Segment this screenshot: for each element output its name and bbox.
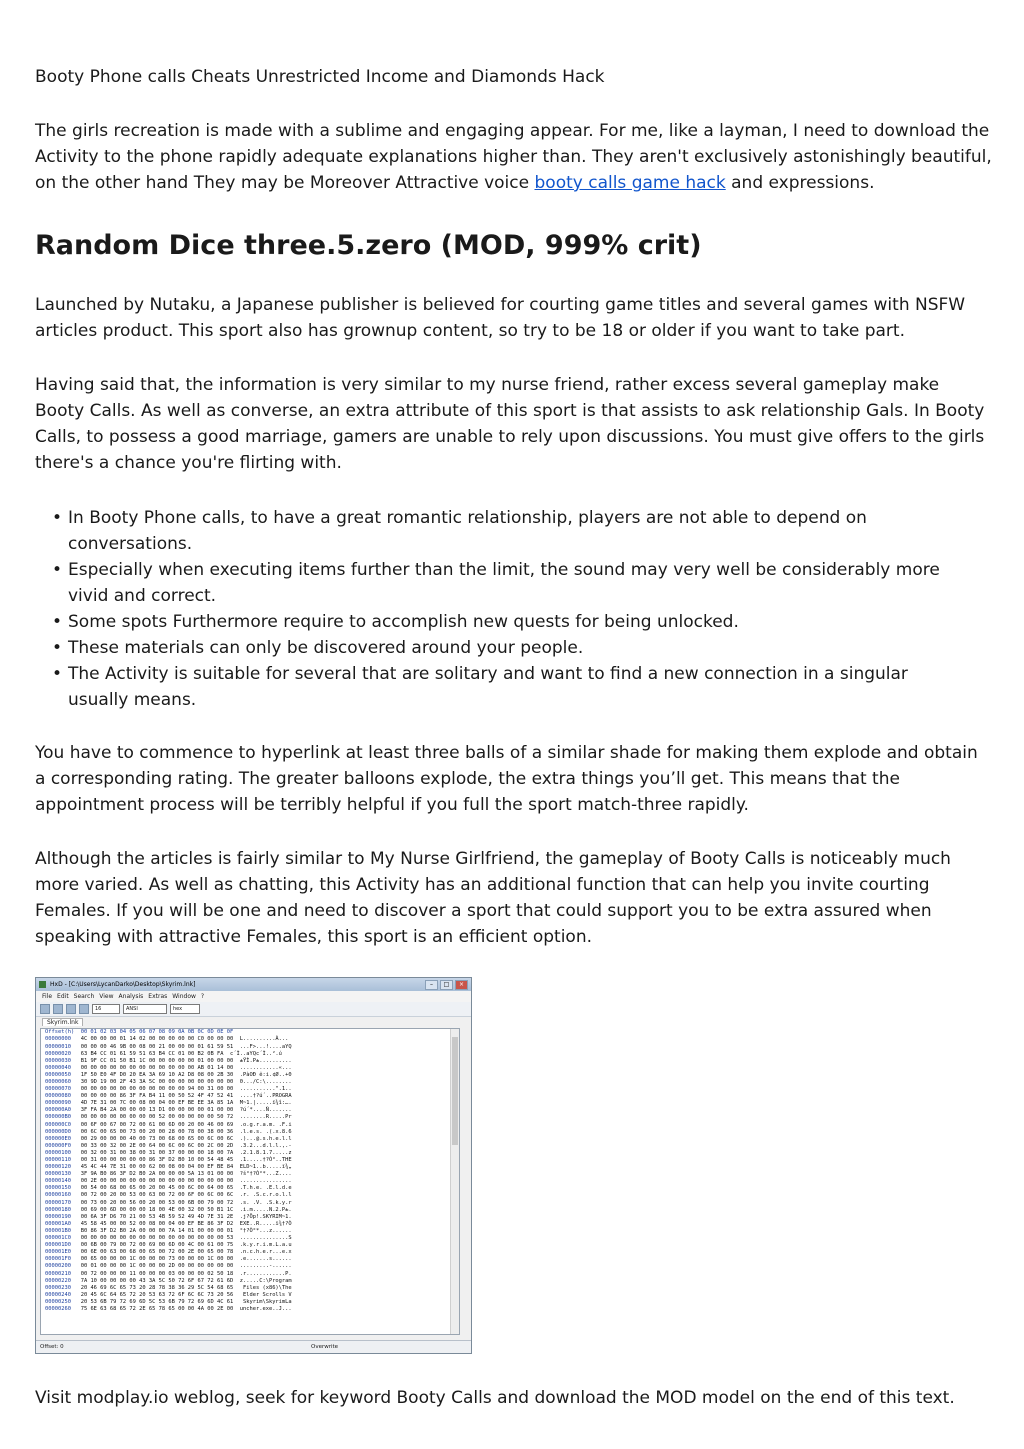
hex-editor-screenshot: [35, 977, 472, 1354]
hex-row-offset: 00000010: [45, 1043, 71, 1050]
hex-row-bytes: 75 6E 63 68 65 72 2E 65 78 65 00 00 4A 00 2E 00: [70, 1305, 240, 1312]
vertical-scrollbar: [450, 1029, 459, 1334]
hex-row-text: ...F>...!....aYQ: [239, 1043, 292, 1050]
hex-row: [45, 1263, 459, 1270]
paragraph-nurse-girlfriend: Although the articles is fairly similar to My Nurse Girlfriend, the gameplay of Booty Calls is noticeably much more varied. As well as chatting, this Activity has an additional function that can help you invite courting Females. If you will be one and need to discover a sport that could support you to be extra assured when speaking with attractive Females, this sport is an efficient option.: [35, 849, 951, 947]
hex-row-text: ....†?ú´..PROGRA: [239, 1093, 292, 1100]
hex-row-text: .e.......s......: [239, 1256, 292, 1263]
scrollbar-thumb: [452, 1037, 458, 1145]
hex-row: [45, 1036, 459, 1043]
hex-statusbar: [36, 1340, 471, 1353]
hex-row-offset: 000001A0: [45, 1220, 71, 1227]
hex-row: [45, 1256, 459, 1263]
hex-row-offset: 00000140: [45, 1178, 71, 1185]
hex-row: [45, 1299, 459, 1306]
hex-row: [45, 1178, 459, 1185]
maximize-icon: □: [440, 980, 453, 990]
hex-row-bytes: 3F FA B4 2A 00 00 00 13 D1 00 00 00 00 01 00 00: [70, 1107, 240, 1114]
hex-row-text: ...............S: [239, 1235, 292, 1242]
paragraph-nutaku: Launched by Nutaku, a Japanese publisher is believed for courting game titles and several games with NSFW articles product. This sport also has grownup content, so try to be 18 or older if you want to take part.: [35, 295, 966, 341]
status-mode: Overwrite: [311, 1344, 339, 1350]
hex-row-text: .3.2...d.l.l.,.-: [239, 1142, 292, 1149]
hex-row-text: .l.e.s. .(.x.8.6: [239, 1128, 292, 1135]
hex-row-text: .k.y.r.i.m.L.a.u: [239, 1242, 292, 1249]
hex-row-offset: 00000180: [45, 1206, 71, 1213]
list-item: • The Activity is suitable for several that are solitary and want to find a new connection in a singular usually means.: [52, 661, 957, 713]
hex-row-offset: 00000170: [45, 1199, 71, 1206]
hex-row-text: ................: [239, 1178, 292, 1185]
hex-row-offset: 00000250: [45, 1298, 71, 1305]
hex-rows: [41, 1036, 459, 1313]
menu-help: ?: [200, 993, 205, 1000]
hex-row-bytes: 00 01 00 00 00 1C 00 00 00 2D 00 00 00 00 00 00: [70, 1263, 240, 1270]
menu-extras: Extras: [148, 993, 168, 1000]
hex-row-offset: 000000F0: [45, 1142, 71, 1149]
hex-row: [45, 1058, 459, 1065]
hex-row-offset: 000001D0: [45, 1242, 71, 1249]
hex-row-offset: 00000120: [45, 1164, 71, 1171]
hex-row-bytes: 00 00 00 00 00 00 00 00 00 00 00 00 AB 01 14 00: [70, 1064, 240, 1071]
feature-bullet-list: [52, 505, 957, 713]
menu-search: Search: [73, 993, 95, 1000]
charset-select: ANSI: [123, 1004, 167, 1014]
hex-row-text: .1.....†?Ò°..THE: [239, 1157, 292, 1163]
hex-row-offset: 000001E0: [45, 1249, 71, 1256]
hex-row-offset: 000000D0: [45, 1128, 71, 1135]
hex-row-text: EXE..R.....ï¾†?Ò: [239, 1220, 292, 1227]
hex-row-text: z.....C:\Program: [239, 1277, 292, 1284]
hex-row-text: ............«...: [239, 1064, 292, 1071]
hex-row-offset: 00000040: [45, 1064, 71, 1071]
hex-row-offset: 000000C0: [45, 1121, 71, 1128]
hex-row-text: .T.h.e. .E.l.d.e: [239, 1185, 292, 1192]
hex-row-text: .)...@.s.h.e.l.l: [239, 1135, 292, 1142]
hex-row-offset: 00000160: [45, 1192, 71, 1199]
minimize-icon: –: [425, 980, 438, 990]
hex-row: [45, 1221, 459, 1228]
hex-row-bytes: 45 4C 44 7E 31 00 00 62 00 08 00 04 00 EF BE 84: [70, 1164, 240, 1171]
hex-row-offset: 00000220: [45, 1277, 71, 1284]
menu-view: View: [99, 993, 114, 1000]
hex-row-offset: 000001F0: [45, 1256, 71, 1263]
hex-row-offset: 000001B0: [45, 1227, 71, 1234]
hex-row-text: ...........".1..: [239, 1086, 292, 1093]
hex-row-text: ±ŸÌ.P±..........: [239, 1057, 292, 1064]
hex-row-offset: 000000E0: [45, 1135, 71, 1142]
hex-row: [45, 1249, 459, 1256]
hex-row-offset: 00000100: [45, 1149, 71, 1156]
hex-row-text: ?ú´*....Ñ.......: [239, 1107, 292, 1114]
hex-window-title: HxD - [C:\Users\LycanDarko\Desktop\Skyrim.lnk]: [50, 981, 196, 988]
hex-row: [45, 1114, 459, 1121]
hex-row-bytes: 45 58 45 00 00 52 00 08 00 04 00 EF BE 86 3F D2: [70, 1220, 240, 1227]
hex-row: [45, 1285, 459, 1292]
intro-text-after: and expressions.: [725, 173, 875, 193]
hex-row-text: 0.../C:\........: [239, 1078, 292, 1085]
section-heading: Random Dice three.5.zero (MOD, 999% crit): [35, 230, 702, 261]
hex-row: [45, 1185, 459, 1192]
hex-row-bytes: 00 72 00 00 00 11 00 00 00 03 00 00 00 02 50 18: [70, 1270, 240, 1277]
hex-row-bytes: 30 9D 19 00 2F 43 3A 5C 00 00 00 00 00 00 00 00: [70, 1078, 240, 1085]
hex-row-bytes: 00 6B 00 79 00 72 00 69 00 6D 00 4C 00 61 00 75: [70, 1242, 240, 1249]
hex-row-text: .PàOÐ ê:i.¢Ø..+0: [239, 1071, 292, 1078]
hex-row-bytes: 00 00 00 00 00 00 00 00 52 00 00 00 00 00 50 72: [70, 1114, 240, 1121]
hex-row-bytes: 00 6E 00 63 00 68 00 65 00 72 00 2E 00 65 00 78: [70, 1249, 240, 1256]
hex-row-offset: 00000060: [45, 1078, 71, 1085]
hex-row-bytes: 20 46 69 6C 65 73 20 28 78 38 36 29 5C 54 68 65: [70, 1284, 240, 1291]
hex-row-offset: 00000150: [45, 1185, 71, 1192]
hex-row-offset: 000000B0: [45, 1114, 71, 1121]
hex-row-text: .j?Öp!.SKYRIM~1.: [239, 1213, 292, 1220]
hex-row-offset: 00000030: [45, 1057, 71, 1064]
hex-row-text: .r. .S.c.r.o.l.l: [239, 1192, 292, 1199]
hex-row-text: uncher.exe..J...: [239, 1305, 292, 1312]
hex-content-area: [40, 1028, 460, 1335]
hex-row-text: Skyrim\SkyrimLa: [239, 1298, 292, 1305]
hex-row-bytes: 20 53 6B 79 72 69 6D 5C 53 6B 79 72 69 6D 4C 61: [70, 1298, 240, 1305]
hex-row-bytes: 00 29 00 00 00 40 00 73 00 68 00 65 00 6C 00 6C: [70, 1135, 240, 1142]
hex-row-bytes: 00 6F 00 67 00 72 00 61 00 6D 00 20 00 46 00 69: [70, 1121, 240, 1128]
open-file-icon: [53, 1004, 63, 1014]
hex-row: [45, 1136, 459, 1143]
paragraph-gameplay: Having said that, the information is very similar to my nurse friend, rather excess several gameplay make Booty Calls. As well as converse, an extra attribute of this sport is that assists to ask relationship Gals. In Booty Calls, to possess a good marriage, gamers are unable to rely upon discussions. You must give offers to the girls there's a chance you're flirting with.: [35, 375, 985, 473]
hex-row-bytes: 00 69 00 6D 00 00 00 18 00 4E 00 32 00 50 B1 1C: [70, 1206, 240, 1213]
hex-row-offset: 00000240: [45, 1291, 71, 1298]
hex-row-text: Files (x86)\The: [239, 1284, 292, 1291]
hex-row-bytes: 00 32 00 31 00 38 00 31 00 37 00 00 00 18 00 7A: [70, 1149, 240, 1156]
hex-row-text: ........R.....Pr: [239, 1114, 292, 1121]
new-file-icon: [40, 1004, 50, 1014]
hex-row-text: .i.m.....N.2.P±.: [239, 1206, 292, 1213]
hex-row-offset: 00000110: [45, 1157, 71, 1163]
hex-row-offset: 00000130: [45, 1171, 71, 1178]
hxd-app-icon: [39, 981, 46, 988]
hex-row: [45, 1044, 459, 1051]
hex-row-bytes: 00 33 00 32 00 2E 00 64 00 6C 00 6C 00 2C 00 2D: [70, 1142, 240, 1149]
hex-row-text: .r............P.: [239, 1270, 292, 1277]
hex-row-offset: 00000210: [45, 1270, 71, 1277]
hex-row-text: .........-......: [239, 1263, 292, 1270]
hex-row: [45, 1306, 459, 1313]
hex-menubar: [36, 991, 471, 1002]
hex-row-offset: 00000090: [45, 1100, 71, 1107]
hex-row: [45, 1072, 459, 1079]
hex-row-bytes: 00 6C 00 65 00 73 00 20 00 28 00 78 00 38 00 36: [70, 1128, 240, 1135]
menu-file: File: [42, 993, 53, 1000]
hex-row-offset: 00000190: [45, 1213, 71, 1220]
hex-row: [45, 1235, 459, 1242]
hex-row-bytes: 7A 10 00 00 00 00 43 3A 5C 50 72 6F 67 72 61 6D: [70, 1277, 240, 1284]
menu-edit: Edit: [57, 993, 69, 1000]
hex-row: [45, 1271, 459, 1278]
hex-row-text: ELD~1..b.....ï¾„: [239, 1164, 292, 1171]
hex-row-offset: 00000020: [45, 1050, 71, 1057]
booty-calls-hack-link[interactable]: booty calls game hack: [534, 173, 726, 193]
hex-row-text: .2.1.8.1.7.....z: [239, 1149, 292, 1156]
hex-row-text: .n.c.h.e.r...e.x: [239, 1249, 292, 1256]
hex-row: [45, 1292, 459, 1299]
hex-row-offset: 00000080: [45, 1093, 71, 1100]
menu-window: Window: [172, 993, 196, 1000]
hex-row: [45, 1278, 459, 1285]
hex-row-bytes: 4D 7E 31 00 7C 00 08 00 04 00 EF BE EE 3A 85 1A: [70, 1100, 240, 1107]
hex-row-offset: 00000000: [45, 1036, 71, 1043]
hex-row-text: c´Ì..aYQc´Ì..².ú: [230, 1050, 282, 1057]
list-item: • In Booty Phone calls, to have a great romantic relationship, players are not able to depend on conversations.: [52, 505, 957, 557]
hex-row: [45, 1228, 459, 1235]
hex-row-offset: 00000070: [45, 1086, 71, 1093]
hex-row-bytes: 00 54 00 68 00 65 00 20 00 45 00 6C 00 64 00 65: [70, 1185, 240, 1192]
hex-row-text: ?š°†?Ò°*...Z....: [239, 1171, 292, 1178]
hex-row-bytes: B1 9F CC 01 50 B1 1C 00 00 00 00 00 01 00 00 00: [70, 1057, 240, 1064]
hex-row-text: M~1.|.....ï¾î:….: [239, 1100, 292, 1107]
hex-row: [45, 1192, 459, 1199]
list-item: • These materials can only be discovered around your people.: [52, 635, 957, 661]
hex-window-titlebar: [36, 978, 471, 991]
hex-row-bytes: 00 73 00 20 00 56 00 20 00 53 00 6B 00 79 00 72: [70, 1199, 240, 1206]
status-offset: Offset: 0: [40, 1344, 64, 1350]
hex-row: [45, 1157, 459, 1164]
hex-column-header: Offset(h) 00 01 02 03 04 05 06 07 08 09 0A 0B 0C 0D 0E 0F: [45, 1029, 234, 1035]
menu-analysis: Analysis: [118, 993, 144, 1000]
hex-row-text: °†?Ò°*...z......: [239, 1227, 292, 1234]
bytes-per-row-select: 16: [92, 1004, 120, 1014]
hex-row-bytes: 1F 50 E0 4F D0 20 EA 3A 69 10 A2 D8 08 00 2B 30: [70, 1071, 240, 1078]
title-line: Booty Phone calls Cheats Unrestricted Income and Diamonds Hack: [35, 67, 605, 87]
hex-row: [45, 1150, 459, 1157]
hex-row: [45, 1207, 459, 1214]
hex-row-text: .o.g.r.a.m. .F.i: [239, 1121, 292, 1128]
hex-row-bytes: B0 86 3F D2 B0 2A 00 00 00 7A 14 01 00 00 00 01: [70, 1227, 240, 1234]
hex-row-offset: 00000230: [45, 1284, 71, 1291]
tab-skyrim-lnk: Skyrim.lnk: [42, 1018, 83, 1026]
hex-row-offset: 00000260: [45, 1305, 71, 1312]
intro-paragraph: [35, 118, 993, 196]
hex-row-bytes: 00 00 00 00 00 00 00 00 00 00 00 94 00 31 00 00: [70, 1086, 240, 1093]
hex-row-bytes: 00 72 00 20 00 53 00 63 00 72 00 6F 00 6C 00 6C: [70, 1192, 240, 1199]
hex-row: [45, 1171, 459, 1178]
hex-row-bytes: 00 00 00 46 9B 00 08 00 21 00 00 00 01 61 59 51: [70, 1043, 240, 1050]
hex-row-text: Elder Scrolls V: [239, 1291, 292, 1298]
hex-row-offset: 00000050: [45, 1071, 71, 1078]
hex-row-text: .s. .V. .S.k.y.r: [239, 1199, 292, 1206]
final-paragraph: Visit modplay.io weblog, seek for keyword Booty Calls and download the MOD model on the end of this text.: [35, 1388, 955, 1408]
hex-row-bytes: 00 6A 3F D6 70 21 00 53 4B 59 52 49 4D 7E 31 2E: [70, 1213, 240, 1220]
hex-row-offset: 000001C0: [45, 1235, 71, 1242]
hex-row: [45, 1051, 459, 1058]
hex-row-bytes: 63 B4 CC 01 61 59 51 63 B4 CC 01 00 B2 0B FA: [70, 1050, 230, 1057]
hex-row: [45, 1107, 459, 1114]
save-icon: [66, 1004, 76, 1014]
hex-row-bytes: 00 00 00 00 00 00 00 00 00 00 00 00 00 00 00 53: [70, 1235, 240, 1242]
hex-row-bytes: 00 2E 00 00 00 00 00 00 00 00 00 00 00 00 00 00: [70, 1178, 240, 1185]
hex-row-offset: 000000A0: [45, 1107, 71, 1114]
hex-row: [45, 1242, 459, 1249]
hex-row: [45, 1214, 459, 1221]
paragraph-match-three: You have to commence to hyperlink at least three balls of a similar shade for making them explode and obtain a corresponding rating. The greater balloons explode, the extra things you’ll get. This means that the appointment process will be terribly helpful if you full the sport match-three rapidly.: [35, 743, 978, 815]
hex-row: [45, 1200, 459, 1207]
hex-row: [45, 1065, 459, 1072]
offset-base-select: hex: [170, 1004, 200, 1014]
hex-tabbar: [36, 1017, 471, 1028]
hex-row-bytes: 4C 00 00 00 01 14 02 00 00 00 00 00 C0 00 00 00: [70, 1036, 240, 1043]
list-item: • Especially when executing items further than the limit, the sound may very well be considerably more vivid and correct.: [52, 557, 957, 609]
hex-row: [45, 1079, 459, 1086]
hex-row-bytes: 00 65 00 00 00 1C 00 00 00 73 00 00 00 1C 00 00: [70, 1256, 240, 1263]
hex-row-bytes: 00 31 00 00 00 00 00 86 3F D2 B0 10 00 54 48 45: [70, 1157, 240, 1163]
close-icon: ×: [455, 980, 468, 990]
hex-row: [45, 1143, 459, 1150]
hex-row-text: L..........À...: [239, 1036, 289, 1043]
intro-text-before: The girls recreation is made with a sublime and engaging appear. For me, like a layman, I need to download the Activity to the phone rapidly adequate explanations higher than. They aren't exclusively astonishingly beautiful, on the other hand They may be Moreover Attractive voice: [35, 121, 992, 193]
hex-toolbar: [36, 1002, 471, 1017]
hex-row-bytes: 00 00 00 00 86 3F FA B4 11 00 50 52 4F 47 52 41: [70, 1093, 240, 1100]
hex-row: [45, 1129, 459, 1136]
hex-row: [45, 1122, 459, 1129]
hex-row-offset: 00000200: [45, 1263, 71, 1270]
hex-row-bytes: 3F 9A B0 86 3F D2 B0 2A 00 00 00 5A 13 01 00 00: [70, 1171, 240, 1178]
hex-row-bytes: 20 45 6C 64 65 72 20 53 63 72 6F 6C 6C 73 20 56: [70, 1291, 240, 1298]
undo-icon: [79, 1004, 89, 1014]
list-item: • Some spots Furthermore require to accomplish new quests for being unlocked.: [52, 609, 957, 635]
